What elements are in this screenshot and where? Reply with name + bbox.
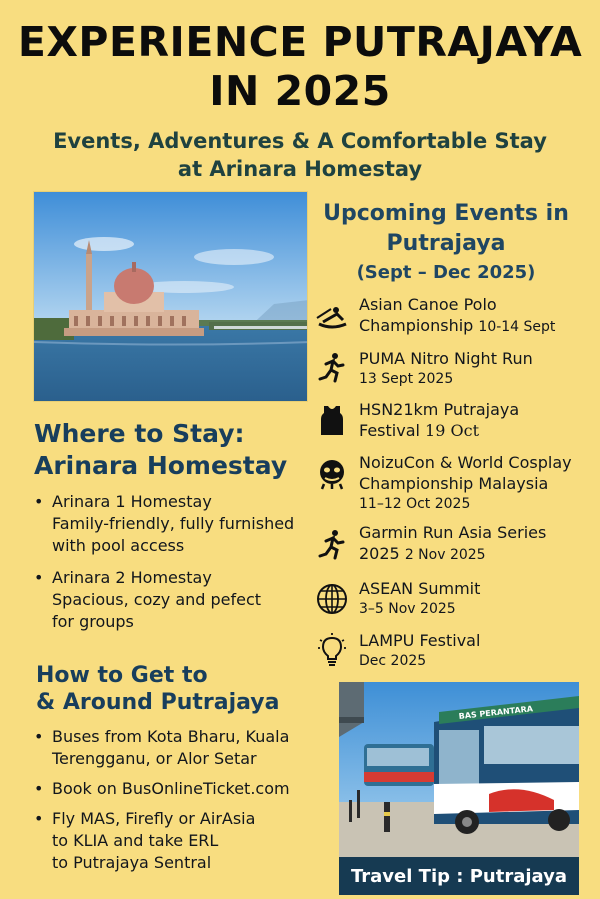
putra-mosque-photo xyxy=(33,191,308,402)
event-text xyxy=(359,578,591,620)
event-date: 10-14 Sept xyxy=(478,319,556,335)
events-date-range: (Sept – Dec 2025) xyxy=(356,262,536,283)
events-heading xyxy=(312,199,580,286)
title-line-2: IN 2025 xyxy=(209,67,391,115)
event-text xyxy=(359,630,591,672)
how-heading-line-2: & Around Putrajaya xyxy=(36,690,280,715)
event-date: 3–5 Nov 2025 xyxy=(359,601,456,617)
event-title: NoizuCon & World Cosplay xyxy=(359,453,572,472)
event-date: 2 Nov 2025 xyxy=(404,547,486,563)
poster-subtitle xyxy=(0,127,600,183)
travel-tip-banner xyxy=(339,857,579,895)
stay-desc: Family-friendly, fully furnished xyxy=(52,514,295,533)
how-heading-line-1: How to Get to xyxy=(36,663,208,688)
list-item xyxy=(34,567,324,633)
tank-top-icon xyxy=(315,403,349,437)
getting-line: • Book on BusOnlineTicket.com xyxy=(52,779,290,798)
event-date: Dec 2025 xyxy=(359,653,427,669)
event-text xyxy=(359,452,591,515)
subtitle-line-2: at Arinara Homestay xyxy=(177,157,423,181)
stay-desc: for groups xyxy=(52,612,134,631)
event-date: 13 Sept 2025 xyxy=(359,371,454,387)
stay-desc: Spacious, cozy and pefect xyxy=(52,590,262,609)
event-title: HSN21km Putrajaya xyxy=(359,400,520,419)
poster-title xyxy=(0,18,600,116)
event-title-cont: Championship xyxy=(359,316,474,335)
canoe-icon xyxy=(315,300,349,334)
subtitle-line-1: Events, Adventures & A Comfortable Stay xyxy=(53,129,547,153)
events-heading-line-1: Upcoming Events in xyxy=(323,201,569,226)
event-title: Asian Canoe Polo xyxy=(359,295,497,314)
bus-brand-text: BAS PERANTARA xyxy=(458,704,534,721)
where-heading-line-2: Arinara Homestay xyxy=(34,451,288,480)
list-item xyxy=(34,491,324,557)
event-title-cont: Championship Malaysia xyxy=(359,474,549,493)
event-title: PUMA Nitro Night Run xyxy=(359,349,533,368)
getting-line: to KLIA and take ERL xyxy=(52,831,219,850)
list-item xyxy=(34,726,324,770)
list-item xyxy=(34,778,324,800)
stay-name: • Arinara 2 Homestay xyxy=(52,568,212,587)
event-title: ASEAN Summit xyxy=(359,579,481,598)
getting-list xyxy=(34,726,324,882)
event-title: LAMPU Festival xyxy=(359,631,481,650)
bus-station-photo xyxy=(339,682,579,857)
event-text xyxy=(359,294,591,338)
event-title: Garmin Run Asia Series xyxy=(359,523,547,542)
where-to-stay-heading xyxy=(34,418,287,482)
event-text xyxy=(359,399,591,441)
event-date: 11–12 Oct 2025 xyxy=(359,496,471,512)
events-heading-line-2: Putrajaya xyxy=(386,231,506,256)
getting-line: • Fly MAS, Firefly or AirAsia xyxy=(52,809,256,828)
getting-line: • Buses from Kota Bharu, Kuala xyxy=(52,727,290,746)
event-title-cont: 2025 xyxy=(359,544,400,563)
cosplay-mask-icon xyxy=(315,457,349,491)
list-item xyxy=(34,808,324,874)
event-title-cont: Festival xyxy=(359,421,420,440)
how-to-get-heading xyxy=(36,662,279,716)
getting-line: to Putrajaya Sentral xyxy=(52,853,212,872)
where-heading-line-1: Where to Stay: xyxy=(34,419,245,448)
title-line-1: EXPERIENCE PUTRAJAYA xyxy=(17,18,583,66)
travel-tip-text: Travel Tip : Putrajaya xyxy=(350,865,568,887)
event-text xyxy=(359,348,591,390)
runner-icon xyxy=(315,351,349,385)
getting-line: Terengganu, or Alor Setar xyxy=(52,749,257,768)
event-date: 19 Oct xyxy=(425,421,479,440)
stay-desc: with pool access xyxy=(52,536,185,555)
stay-name: • Arinara 1 Homestay xyxy=(52,492,212,511)
stay-list xyxy=(34,491,324,643)
event-text xyxy=(359,522,591,566)
